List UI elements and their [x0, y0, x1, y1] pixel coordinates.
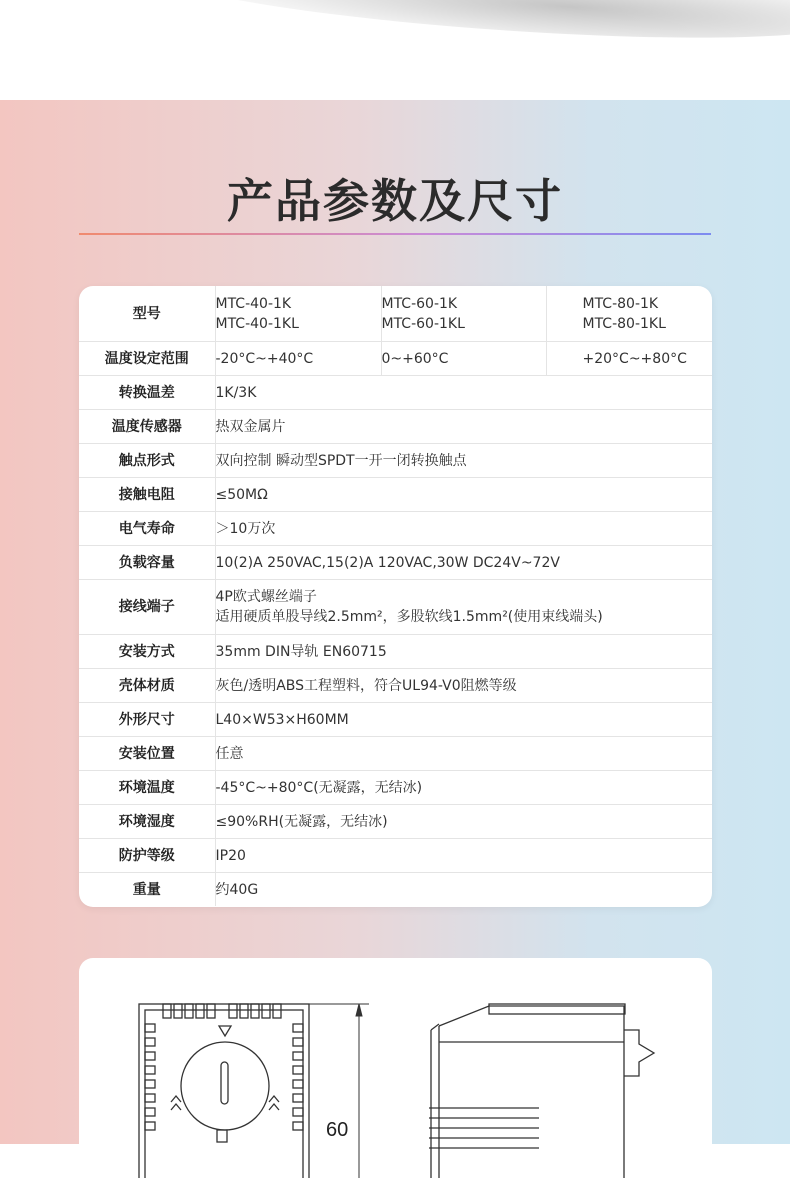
front-view [139, 1004, 309, 1178]
side-vents [145, 1024, 303, 1130]
table-row-model [79, 286, 712, 342]
page-title: 产品参数及尺寸 [227, 174, 563, 228]
row-label: 触点形式 [79, 444, 215, 478]
row-label: 温度设定范围 [79, 342, 215, 376]
row-value: 任意 [215, 737, 712, 771]
spec-table [79, 286, 712, 906]
table-row [79, 376, 712, 410]
model-1kl: MTC-40-1KL [215, 315, 299, 332]
model-1kl: MTC-60-1KL [381, 315, 465, 332]
temp-range-2: 0~+60°C [381, 342, 546, 376]
row-value: ≤50MΩ [215, 478, 712, 512]
row-value: 35mm DIN导轨 EN60715 [215, 635, 712, 669]
table-row [79, 546, 712, 580]
dimension-drawing [79, 958, 712, 1178]
decorative-streak [148, 0, 790, 54]
row-value: 10(2)A 250VAC,15(2)A 120VAC,30W DC24V~72V [215, 546, 712, 580]
model-cell-2 [381, 286, 546, 342]
row-label: 转换温差 [79, 376, 215, 410]
row-value [215, 580, 712, 635]
row-label: 接线端子 [79, 580, 215, 635]
temp-range-1: -20°C~+40°C [215, 342, 381, 376]
row-label: 安装方式 [79, 635, 215, 669]
table-row [79, 444, 712, 478]
row-label: 环境湿度 [79, 805, 215, 839]
row-value: 1K/3K [215, 376, 712, 410]
row-label: 环境温度 [79, 771, 215, 805]
table-row [79, 478, 712, 512]
table-row [79, 669, 712, 703]
row-label: 重量 [79, 873, 215, 907]
height-dimension-label: 60 [326, 1119, 349, 1141]
table-row-temp-range [79, 342, 712, 376]
model-1k: MTC-60-1K [381, 295, 458, 312]
model-1k: MTC-80-1K [582, 295, 659, 312]
row-value: 灰色/透明ABS工程塑料，符合UL94-V0阻燃等级 [215, 669, 712, 703]
top-vents [163, 1004, 281, 1018]
row-value: 热双金属片 [215, 410, 712, 444]
height-dimension [309, 1004, 369, 1178]
table-row [79, 839, 712, 873]
model-1k: MTC-40-1K [215, 295, 292, 312]
model-cell-1 [215, 286, 381, 342]
row-label: 型号 [79, 286, 215, 342]
row-value: ≤90%RH(无凝露，无结冰) [215, 805, 712, 839]
title-underline [79, 233, 711, 235]
table-row [79, 737, 712, 771]
row-value: 双向控制 瞬动型SPDT一开一闭转换触点 [215, 444, 712, 478]
table-row [79, 873, 712, 907]
row-label: 电气寿命 [79, 512, 215, 546]
table-row [79, 580, 712, 635]
row-label: 接触电阻 [79, 478, 215, 512]
top-banner [0, 0, 790, 100]
table-row [79, 635, 712, 669]
row-value: IP20 [215, 839, 712, 873]
table-row [79, 410, 712, 444]
terminal-type: 4P欧式螺丝端子 [215, 589, 317, 605]
arrow-shape [624, 1030, 654, 1076]
pointer-mark [219, 1026, 231, 1036]
model-cell-3 [546, 286, 712, 342]
table-row [79, 703, 712, 737]
model-1kl: MTC-80-1KL [582, 315, 666, 332]
row-label: 温度传感器 [79, 410, 215, 444]
table-row [79, 771, 712, 805]
row-label: 壳体材质 [79, 669, 215, 703]
row-value: L40×W53×H60MM [215, 703, 712, 737]
row-label: 外形尺寸 [79, 703, 215, 737]
table-row [79, 512, 712, 546]
dimension-drawing-card [79, 958, 712, 1178]
side-view [429, 1004, 654, 1178]
row-label: 安装位置 [79, 737, 215, 771]
terminal-wire-spec: 适用硬质单股导线2.5mm²，多股软线1.5mm²(使用束线端头) [215, 609, 603, 625]
spec-table-card [79, 286, 712, 907]
row-label: 防护等级 [79, 839, 215, 873]
row-value: ＞10万次 [215, 512, 712, 546]
table-row [79, 805, 712, 839]
row-value: -45°C~+80°C(无凝露，无结冰) [215, 771, 712, 805]
row-label: 负载容量 [79, 546, 215, 580]
temp-range-3: +20°C~+80°C [546, 342, 712, 376]
knob-slot [221, 1062, 228, 1104]
row-value: 约40G [215, 881, 259, 898]
knob-dial [181, 1042, 269, 1130]
